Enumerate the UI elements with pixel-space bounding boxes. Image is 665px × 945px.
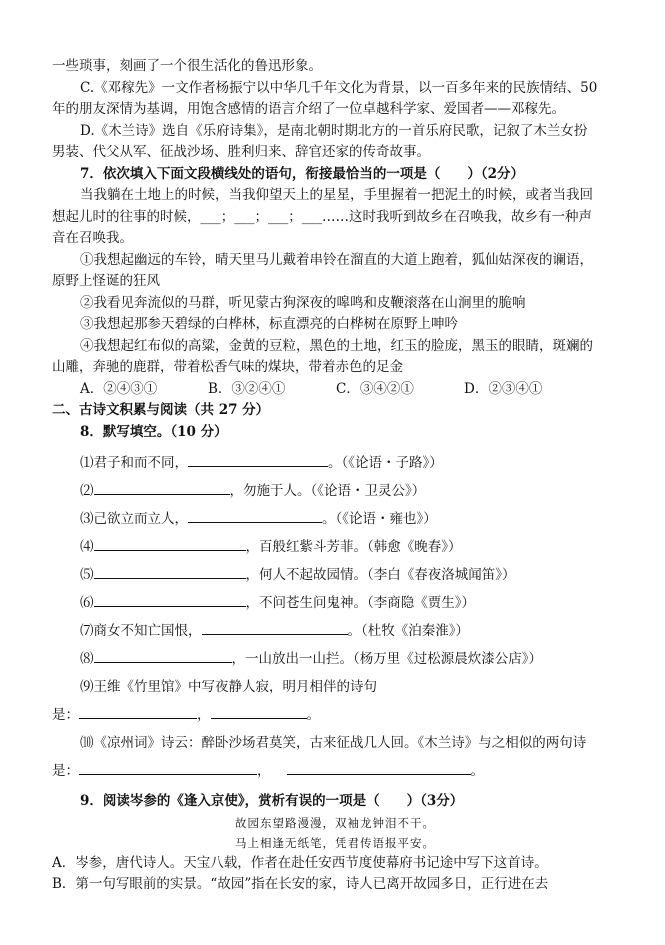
answer-blank[interactable] <box>188 451 328 467</box>
answer-blank[interactable] <box>94 535 246 551</box>
option-d-line1: D.《木兰诗》选自《乐府诗集》，是南北朝时期北方的一首乐府民歌，记叙了木兰女扮 <box>80 122 588 139</box>
answer-blank[interactable] <box>79 759 257 775</box>
q8-item-10: ⑽《凉州词》诗云：醉卧沙场君莫笑，古来征战几人回。《木兰诗》与之相似的两句诗 <box>80 735 587 751</box>
q7-item-3: ③我想起那参天碧绿的白桦林，标直漂亮的白桦树在原野上呻吟 <box>80 316 458 332</box>
answer-blank[interactable] <box>202 619 348 635</box>
answer-blank[interactable] <box>94 479 230 495</box>
answer-blank[interactable] <box>79 703 197 719</box>
answer-blank[interactable] <box>211 703 307 719</box>
option-c-line2: 年的朋友深情为基调，用饱含感情的语言介绍了一位卓越科学家、爱国者——邓稼先。 <box>52 101 565 117</box>
q8-item-4: ⑷ ，百般红紫斗芳菲。（韩愈《晚春》） <box>52 533 618 561</box>
q7-item-4: ④我想起红布似的高粱，金黄的豆粒，黑色的土地，红玉的脸庞，黑玉的眼睛，斑斓的 <box>80 337 593 354</box>
answer-blank[interactable] <box>94 647 232 663</box>
q8-item-10-answer: 是： ， 。 <box>52 757 618 785</box>
q7-item-2: ②我看见奔流似的马群，听见蒙古狗深夜的嗥鸣和皮鞭滚落在山涧里的脆响 <box>80 294 526 311</box>
q9-option-a[interactable]: A．岑参，唐代诗人。天宝八载，作者在赴任安西节度使幕府书记途中写下这首诗。 <box>52 854 548 871</box>
q7-option-a[interactable]: A．②④③① <box>80 380 158 397</box>
q7-item-4-cont: 山雕，奔驰的鹿群，带着松香气味的煤块，带着赤色的足金 <box>52 359 403 375</box>
q8-item-8: ⑻ ，一山放出一山拦。（杨万里《过松源晨炊漆公店》） <box>52 645 618 673</box>
question-8-title: 8．默写填空。（10 分） <box>80 423 228 440</box>
q7-passage-line: 想起儿时的往事的时候，___；___；___；___……这时我听到故乡在召唤我，故乡有一种声 <box>52 208 592 225</box>
answer-blank[interactable] <box>94 563 246 579</box>
q7-item-1-cont: 原野上怪诞的狂风 <box>52 273 160 289</box>
option-d-line2: 男装、代父从军、征战沙场、胜利归来、辞官还家的传奇故事。 <box>52 144 430 160</box>
answer-blank[interactable] <box>94 591 246 607</box>
q7-passage-line: 当我躺在土地上的时候，当我仰望天上的星星，手里握着一把泥土的时候，或者当我回 <box>80 187 593 203</box>
text-line: 一些琐事，刻画了一个很生活化的鲁迅形象。 <box>52 58 322 74</box>
q7-option-c[interactable]: C．③④②① <box>336 380 414 397</box>
q8-item-3: ⑶己欲立而立人， 。（《论语・雍也》） <box>52 505 618 533</box>
option-c-line1: C.《邓稼先》一文作者杨振宁以中华几千年文化为背景，以一百多年来的民族情结、50 <box>80 79 598 96</box>
poem-line: 故园东望路漫漫，双袖龙钟泪不干。 <box>235 815 435 830</box>
q7-options <box>52 379 618 401</box>
q7-item-1: ①我想起幽远的车铃，晴天里马儿戴着串铃在溜直的大道上跑着，狐仙姑深夜的谰语， <box>80 251 593 268</box>
answer-blank[interactable] <box>287 759 471 775</box>
q8-item-9-answer: 是： ， 。 <box>52 701 618 729</box>
q8-item-5: ⑸ ，何人不起故园情。（李白《春夜洛城闻笛》） <box>52 561 618 589</box>
q8-item-6: ⑹ ，不问苍生问鬼神。（李商隐《贾生》） <box>52 589 618 617</box>
q7-passage-line: 音在召唤我。 <box>52 230 133 246</box>
q9-option-b[interactable]: B．第一句写眼前的实景。“故园”指在长安的家，诗人已离开故园多日，正行进在去 <box>52 876 549 892</box>
question-7-title: 7．依次填入下面文段横线处的语句，衔接最恰当的一项是（ ）（2分） <box>80 165 525 182</box>
question-9-title: 9．阅读岑参的《逢入京使》，赏析有误的一项是（ ）（3分） <box>80 793 464 809</box>
q8-item-7: ⑺商女不知亡国恨， 。（杜牧《泊秦淮》） <box>52 617 618 645</box>
q8-item-2: ⑵ ，勿施于人。（《论语・卫灵公》） <box>52 477 618 505</box>
document-page <box>52 56 618 896</box>
poem-line: 马上相逢无纸笔，凭君传语报平安。 <box>235 835 435 850</box>
q7-option-b[interactable]: B．③②④① <box>208 380 286 397</box>
section-2-heading: 二、古诗文积累与阅读（共 27 分） <box>52 402 270 418</box>
q7-option-d[interactable]: D．②③④① <box>464 380 543 397</box>
answer-blank[interactable] <box>188 507 322 523</box>
q8-item-1: ⑴君子和而不同， 。（《论语・子路》） <box>52 449 618 477</box>
q8-item-9: ⑼王维《竹里馆》中写夜静人寂，明月相伴的诗句 <box>80 679 377 695</box>
